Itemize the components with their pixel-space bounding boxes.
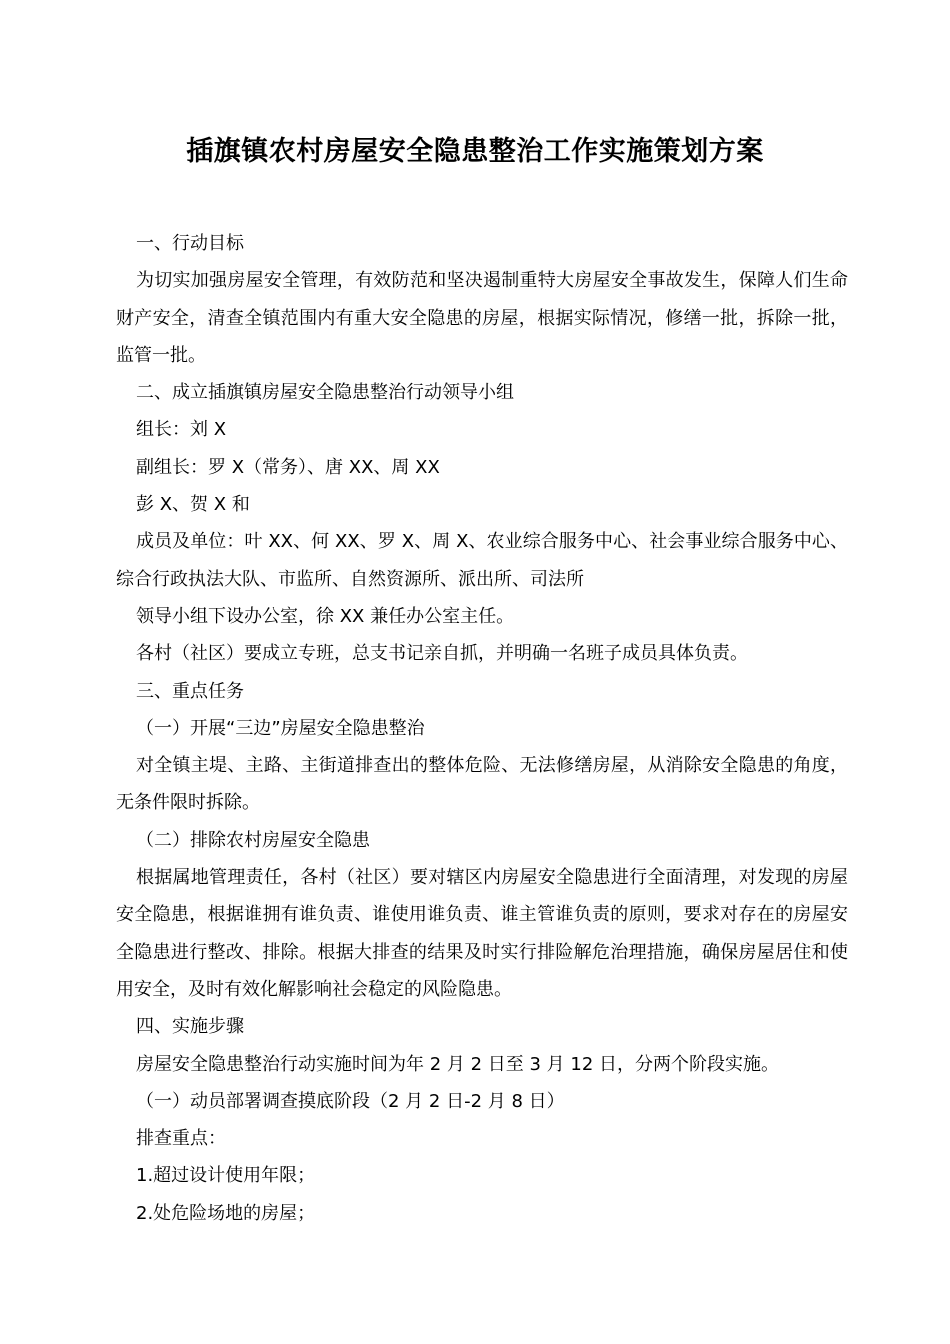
subsection-heading: （一）开展“三边”房屋安全隐患整治 [136, 717, 425, 739]
document-body [116, 225, 848, 1232]
paragraph: 副组长：罗 X（常务）、唐 XX、周 XX [136, 456, 440, 478]
subsection-heading: （二）排除农村房屋安全隐患 [136, 829, 370, 851]
list-item: 2.处危险场地的房屋； [136, 1202, 316, 1224]
paragraph: 房屋安全隐患整治行动实施时间为年 2 月 2 日至 3 月 12 日，分两个阶段实施。 [136, 1053, 780, 1075]
paragraph: 根据属地管理责任，各村（社区）要对辖区内房屋安全隐患进行全面清理，对发现的房屋安全隐患，根据谁拥有谁负责、谁使用谁负责、谁主管谁负责的原则，要求对存在的房屋安全隐患进行整改、排除。根据大排查的结果及时实行排险解危治理措施，确保房屋居住和使用安全，及时有效化解影响社会稳定的风险隐患。 [116, 867, 848, 1000]
paragraph: 彭 X、贺 X 和 [136, 494, 250, 516]
document-title: 插旗镇农村房屋安全隐患整治工作实施策划方案 [186, 136, 764, 167]
list-item: 1.超过设计使用年限； [136, 1165, 316, 1187]
paragraph: 组长：刘 X [136, 419, 227, 441]
paragraph: 对全镇主堤、主路、主街道排查出的整体危险、无法修缮房屋，从消除安全隐患的角度，无条件限时拆除。 [116, 755, 848, 814]
subsection-heading: （一）动员部署调查摸底阶段（2 月 2 日-2 月 8 日） [136, 1090, 565, 1112]
paragraph: 排查重点： [136, 1128, 226, 1150]
paragraph: 成员及单位：叶 XX、何 XX、罗 X、周 X、农业综合服务中心、社会事业综合服务中心、综合行政执法大队、市监所、自然资源所、派出所、司法所 [116, 531, 848, 590]
section-heading-3: 三、重点任务 [136, 680, 244, 702]
section-heading-1: 一、行动目标 [136, 233, 244, 254]
section-heading-4: 四、实施步骤 [136, 1016, 244, 1038]
section-heading-2: 二、成立插旗镇房屋安全隐患整治行动领导小组 [136, 382, 514, 404]
paragraph: 领导小组下设办公室，徐 XX 兼任办公室主任。 [136, 605, 515, 627]
paragraph: 各村（社区）要成立专班，总支书记亲自抓，并明确一名班子成员具体负责。 [136, 643, 748, 665]
paragraph: 为切实加强房屋安全管理，有效防范和坚决遏制重特大房屋安全事故发生，保障人们生命财产安全，清查全镇范围内有重大安全隐患的房屋，根据实际情况，修缮一批，拆除一批，监管一批。 [116, 270, 848, 366]
